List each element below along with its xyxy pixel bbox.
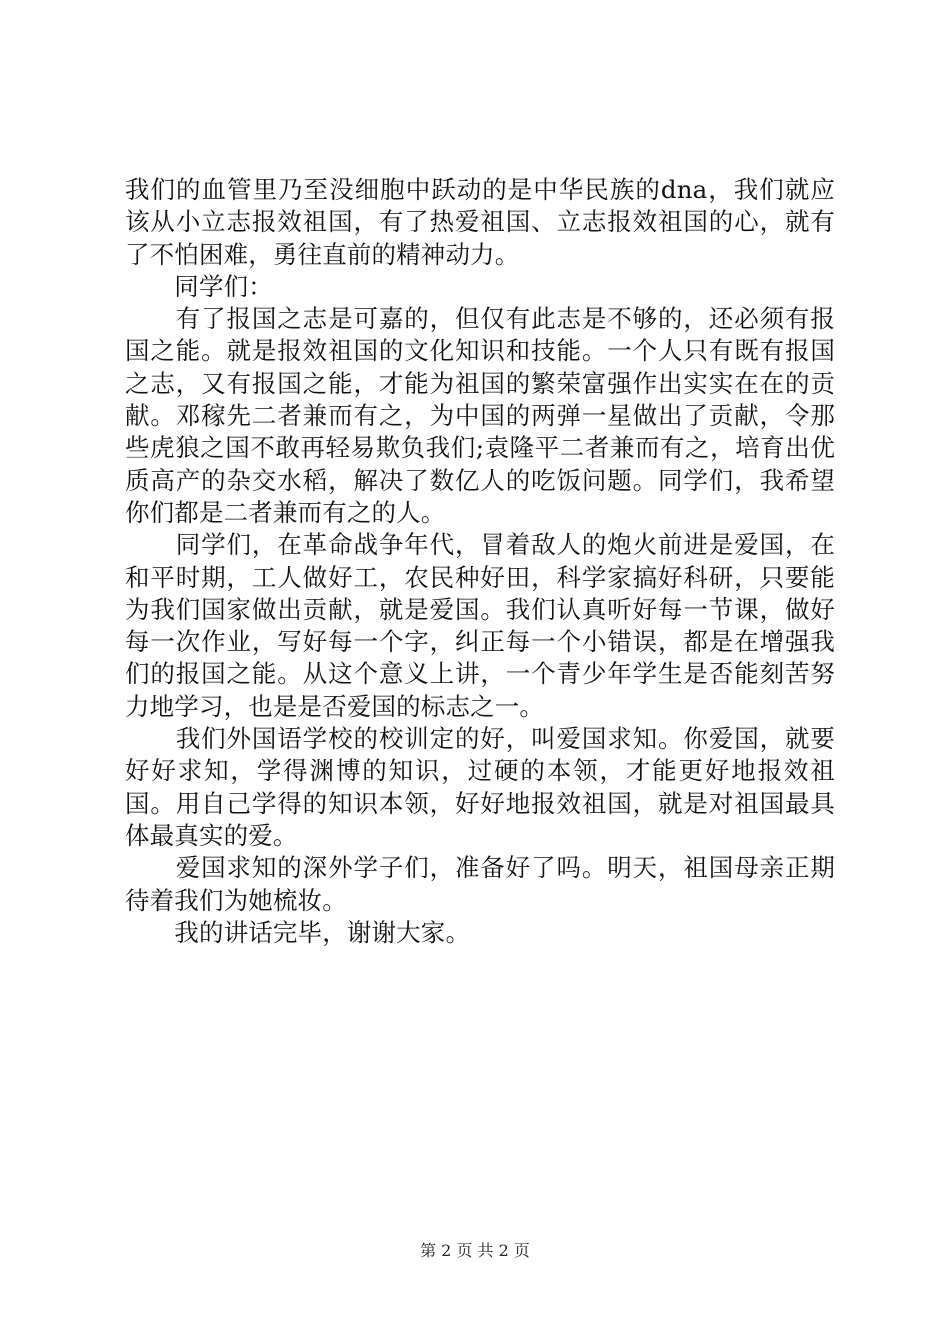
- paragraph-5: 我们外国语学校的校训定的好，叫爱国求知。你爱国，就要好好求知，学得渊博的知识，过硬的本领，才能更好地报效祖国。用自己学得的知识本领，好好地报效祖国，就是对祖国最具体最真实的爱。: [125, 724, 835, 850]
- document-body: [125, 174, 835, 949]
- paragraph-2: 同学们：: [125, 271, 273, 301]
- paragraph-6: 爱国求知的深外学子们，准备好了吗。明天，祖国母亲正期待着我们为她梳妆。: [125, 853, 835, 915]
- page-footer: 第 2 页 共 2 页: [420, 1241, 530, 1260]
- paragraph-7: 我的讲话完毕，谢谢大家。: [125, 917, 471, 947]
- paragraph-1: 我们的血管里乃至没细胞中跃动的是中华民族的dna，我们就应该从小立志报效祖国，有了热爱祖国、立志报效祖国的心，就有了不怕困难，勇往直前的精神动力。: [125, 175, 835, 269]
- paragraph-3: 有了报国之志是可嘉的，但仅有此志是不够的，还必须有报国之能。就是报效祖国的文化知识和技能。一个人只有既有报国之志，又有报国之能，才能为祖国的繁荣富强作出实实在在的贡献。邓稼先二者兼而有之，为中国的两弹一星做出了贡献，令那些虎狼之国不敢再轻易欺负我们;袁隆平二者兼而有之，培育出优质高产的杂交水稻，解决了数亿人的吃饭问题。同学们，我希望你们都是二者兼而有之的人。: [125, 304, 835, 527]
- paragraph-4: 同学们，在革命战争年代，冒着敌人的炮火前进是爱国，在和平时期，工人做好工，农民种好田，科学家搞好科研，只要能为我们国家做出贡献，就是爱国。我们认真听好每一节课，做好每一次作业，写好每一个字，纠正每一个小错误，都是在增强我们的报国之能。从这个意义上讲，一个青少年学生是否能刻苦努力地学习，也是是否爱国的标志之一。: [125, 530, 835, 721]
